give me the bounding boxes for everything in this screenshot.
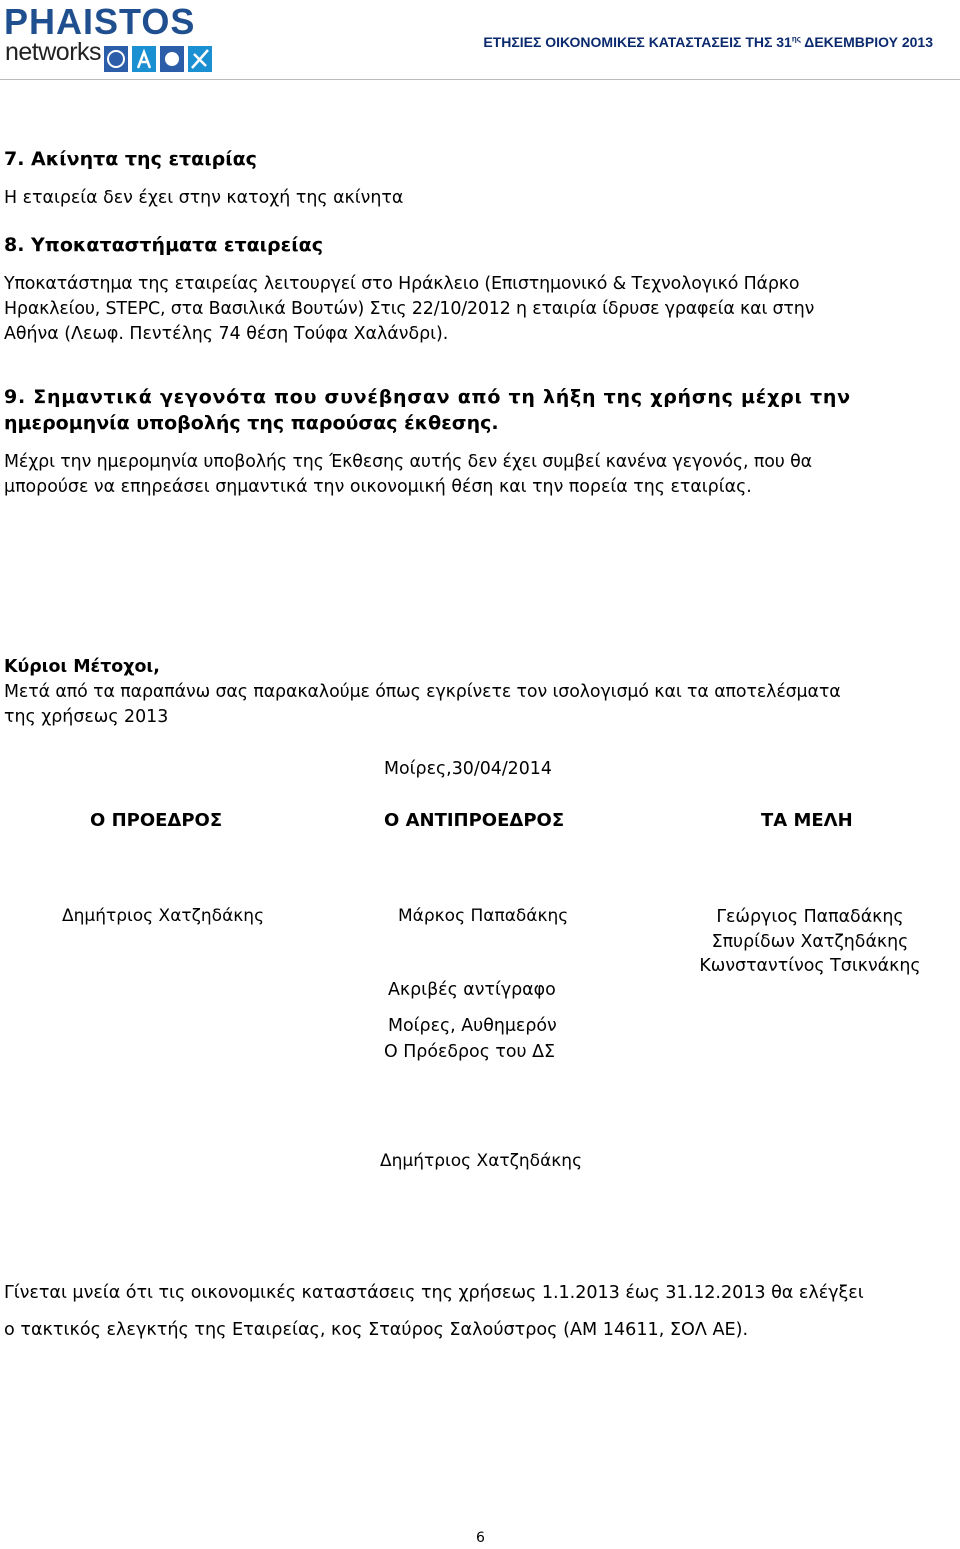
section-8-line-3: Αθήνα (Λεωφ. Πεντέλης 74 θέση Τούφα Χαλάνδρι). bbox=[4, 324, 449, 344]
section-8-heading: 8. Υποκαταστήματα εταιρείας bbox=[4, 234, 323, 256]
member-name: Σπυρίδων Χατζηδάκης bbox=[711, 931, 909, 952]
president-title: Ο ΠΡΟΕΔΡΟΣ bbox=[90, 810, 223, 831]
logo-icons bbox=[102, 44, 214, 74]
page-number: 6 bbox=[476, 1530, 485, 1546]
closing-line-1: Μετά από τα παραπάνω σας παρακαλούμε όπως εγκρίνετε τον ισολογισμό και τα αποτελέσματα bbox=[4, 682, 841, 702]
section-9-heading-line-1: 9. Σημαντικά γεγονότα που συνέβησαν από τη λήξη της χρήσης μέχρι την bbox=[4, 386, 851, 408]
section-9-line-2: μπορούσε να επηρεάσει σημαντικά την οικονομική θέση και την πορεία της εταιρίας. bbox=[4, 477, 752, 497]
place-date: Μοίρες,30/04/2014 bbox=[384, 759, 552, 779]
member-name: Γεώργιος Παπαδάκης bbox=[716, 907, 904, 927]
section-9-line-1: Μέχρι την ημερομηνία υποβολής της Έκθεσης αυτής δεν έχει συμβεί κανένα γεγονός, που θα bbox=[4, 452, 813, 472]
certified-copy-name: Δημήτριος Χατζηδάκης bbox=[380, 1151, 583, 1171]
certified-copy-place: Μοίρες, Αυθημερόν bbox=[388, 1016, 557, 1036]
vice-president-title: Ο ΑΝΤΙΠΡΟΕΔΡΟΣ bbox=[384, 810, 565, 831]
members-list bbox=[660, 905, 960, 979]
header-title: ΕΤΗΣΙΕΣ ΟΙΚΟΝΟΜΙΚΕΣ ΚΑΤΑΣΤΑΣΕΙΣ ΤΗΣ $31^{\eta\varsigma}$ ΔΕΚΕΜΒΡΙΟΥ 2013 bbox=[483, 34, 933, 50]
section-8-line-1: Υποκατάστημα της εταιρείας λειτουργεί στο Ηράκλειο (Επιστημονικό & Τεχνολογικό Πάρκο bbox=[4, 274, 800, 294]
logo-wordmark: PHAISTOS bbox=[4, 1, 196, 42]
section-9-heading-line-2: ημερομηνία υποβολής της παρούσας έκθεσης. bbox=[4, 412, 499, 434]
member-name: Κωνσταντίνος Τσικνάκης bbox=[699, 956, 921, 976]
section-8-line-2: Ηρακλείου, STEPC, στα Βασιλικά Βουτών) Στις 22/10/2012 η εταιρία ίδρυσε γραφεία και στην bbox=[4, 299, 815, 319]
logo-subtitle: networks bbox=[5, 38, 102, 66]
closing-line-2: της χρήσεως 2013 bbox=[4, 707, 169, 727]
section-7-heading: 7. Ακίνητα της εταιρίας bbox=[4, 148, 257, 170]
audit-line-2: ο τακτικός ελεγκτής της Εταιρείας, κος Σταύρος Σαλούστρος (ΑΜ 14611, ΣΟΛ ΑΕ). bbox=[4, 1320, 749, 1340]
members-title: ΤΑ ΜΕΛΗ bbox=[761, 810, 853, 831]
certified-copy-label: Ακριβές αντίγραφο bbox=[388, 980, 556, 1000]
header-divider bbox=[0, 79, 960, 80]
president-name: Δημήτριος Χατζηδάκης bbox=[62, 906, 265, 926]
salutation: Κύριοι Μέτοχοι, bbox=[4, 657, 160, 677]
vice-president-name: Μάρκος Παπαδάκης bbox=[398, 906, 569, 926]
company-logo bbox=[4, 1, 219, 74]
certified-copy-role: Ο Πρόεδρος του ΔΣ bbox=[384, 1042, 556, 1062]
section-7-text: Η εταιρεία δεν έχει στην κατοχή της ακίνητα bbox=[4, 188, 404, 208]
audit-line-1: Γίνεται μνεία ότι τις οικονομικές καταστάσεις της χρήσεως 1.1.2013 έως 31.12.2013 θα ελέγξει bbox=[4, 1283, 864, 1303]
